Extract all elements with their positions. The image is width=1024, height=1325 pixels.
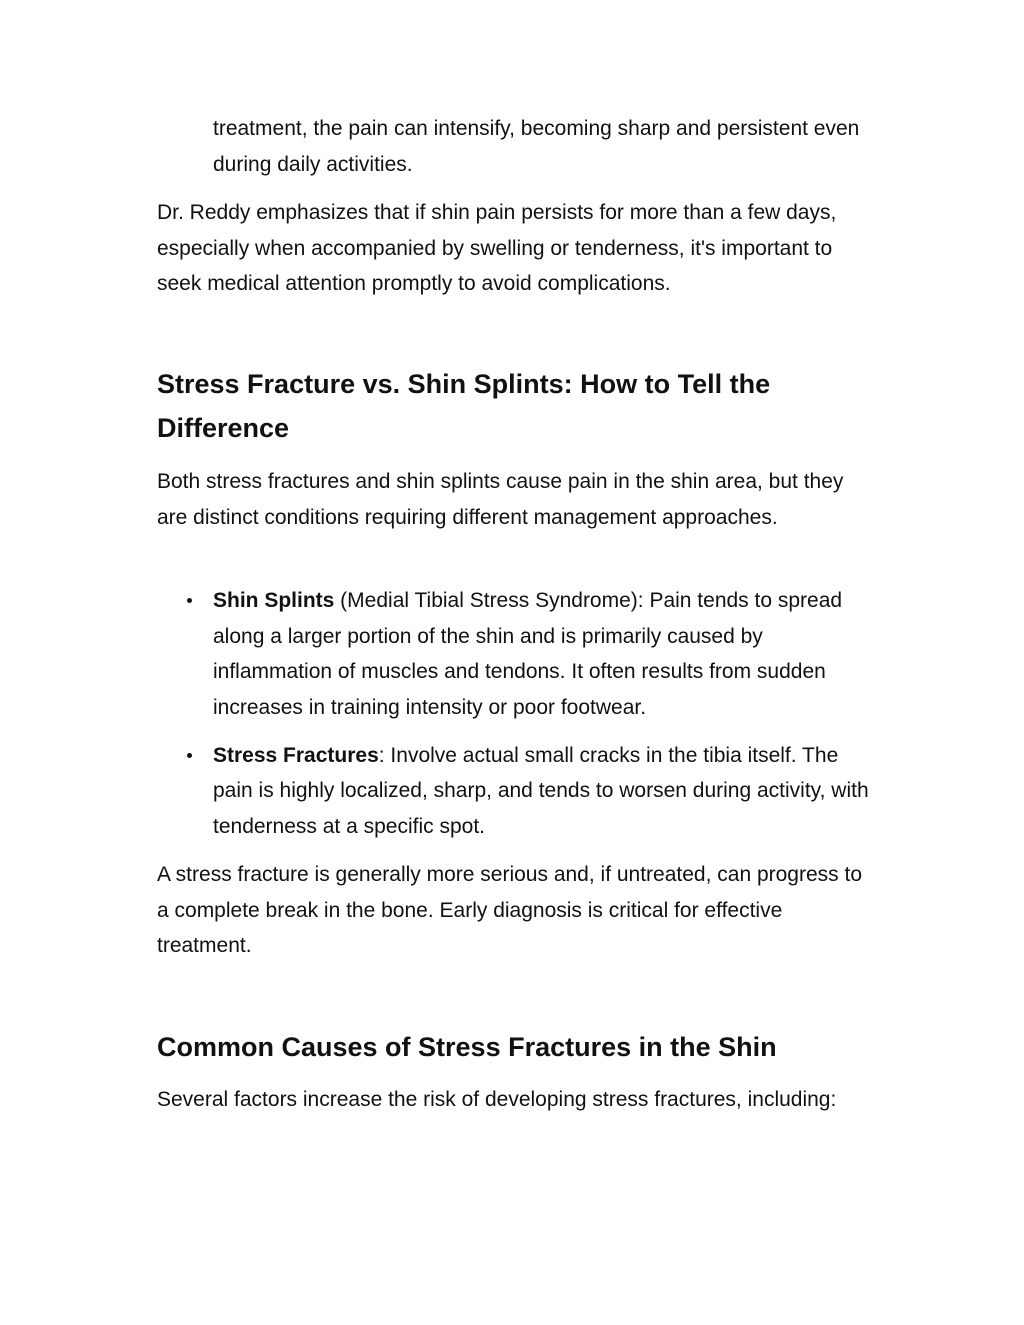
section1-closing-paragraph: A stress fracture is generally more serious and, if untreated, can progress to a complete break in the bone. Early diagnosis is critical for effective treatment.: [157, 863, 863, 957]
list-item-stress-fractures: [157, 738, 873, 845]
intro-paragraph: Dr. Reddy emphasizes that if shin pain persists for more than a few days, especially when accompanied by swelling or tenderness, it's important to seek medical attention promptly to avoid complications.: [157, 201, 837, 295]
section2-paragraph: Several factors increase the risk of developing stress fractures, including:: [157, 1088, 837, 1111]
comparison-list: [157, 583, 873, 844]
list-item-term: Shin Splints: [213, 589, 335, 612]
continuation-text: treatment, the pain can intensify, becoming sharp and persistent even during daily activities.: [213, 117, 860, 176]
section1-paragraph: Both stress fractures and shin splints cause pain in the shin area, but they are distinct conditions requiring different management approaches.: [157, 470, 844, 529]
bullet-icon: [187, 753, 192, 758]
section-heading-common-causes: Common Causes of Stress Fractures in the Shin: [157, 1032, 777, 1062]
bullet-icon: [187, 598, 192, 603]
list-item-shin-splints: [157, 583, 873, 725]
list-item-text: (Medial Tibial Stress Syndrome): Pain tends to spread along a larger portion of the shin and is primarily caused by inflammation of muscles and tendons. It often results from sudden increases in training intensity or poor footwear.: [213, 589, 843, 719]
list-item-text: : Involve actual small cracks in the tibia itself. The pain is highly localized, sharp, and tends to worsen during activity, with tenderness at a specific spot.: [213, 743, 869, 838]
list-item-term: Stress Fractures: [213, 743, 379, 767]
section-heading-stress-vs-shin-splints: Stress Fracture vs. Shin Splints: How to Tell the Difference: [157, 369, 771, 443]
